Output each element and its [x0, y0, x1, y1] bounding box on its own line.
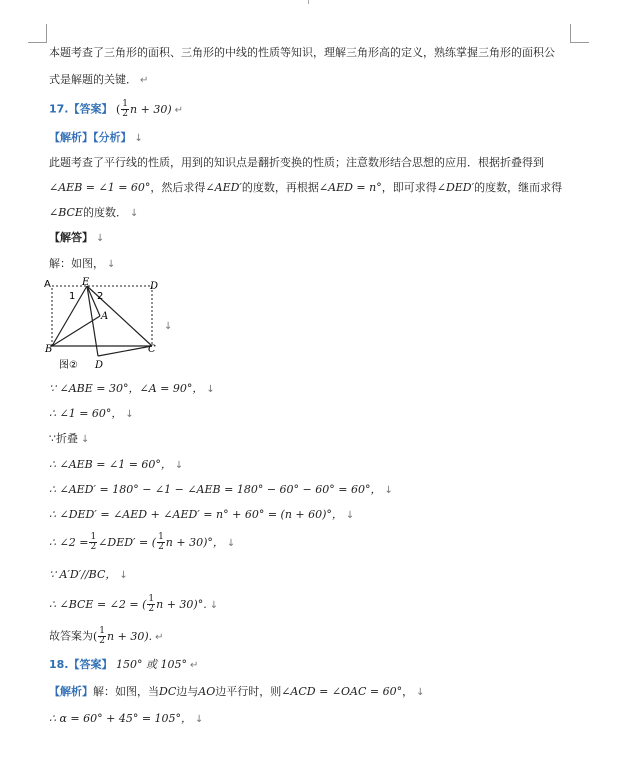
geometry-figure: [42, 276, 192, 374]
answer-tag: 【答案】: [68, 102, 113, 116]
fraction: $\frac{1}{2}$: [99, 626, 106, 646]
label-d: D: [150, 281, 159, 292]
label-e: E: [82, 277, 90, 288]
analysis-heading: 【解析】【分析】 ↓: [49, 131, 143, 144]
math-line: ∴ ∠BCE = ∠2 = ( $\frac{1}{2}$ n + 30)°. ↓: [49, 594, 219, 614]
label-a-prime: A: [101, 311, 109, 322]
label-b: B: [45, 344, 53, 355]
solution-heading: 【解答】 ↓: [49, 231, 105, 244]
segment-d-prime-c: [98, 346, 152, 356]
text-line: ∠BCE的度数． ↓: [49, 206, 139, 219]
math-line: ∴ α = 60° + 45° = 105°， ↓: [49, 712, 204, 725]
label-a: A: [44, 279, 51, 290]
q17-answer-line: 17.【答案】 ( $\frac{1}{2}$ n + 30) ↵: [49, 99, 184, 119]
fraction: $\frac{1}{2}$: [158, 532, 164, 552]
fraction: $\frac{1}{2}$: [90, 532, 97, 552]
math-line: ∴ ∠2 = $\frac{1}{2}$ ∠DED′ = ( $\frac{1}{2}$ n + 30)°， ↓: [49, 532, 236, 552]
question-number: 18.: [49, 658, 69, 671]
math-line: ∴ ∠DED′ = ∠AED + ∠AED′ = n° + 60° = (n + 60)°， ↓: [49, 508, 355, 521]
q18-analysis-line: 【解析】解：如图，当DC边与AO边平行时，则∠ACD = ∠OAC = 60°， ↓: [49, 685, 425, 698]
math-line: ∵ A′D′//BC， ↓: [49, 568, 128, 581]
paragraph-mark: ↓: [164, 321, 173, 332]
label-angle-2: 2: [97, 291, 104, 302]
page-top-marker: [308, 0, 309, 4]
text-line: 此题考查了平行线的性质，用到的知识点是翻折变换的性质；注意数形结合思想的应用．根据折叠得到: [49, 156, 544, 169]
label-c: C: [148, 344, 156, 355]
question-number: 17.: [49, 102, 69, 116]
label-angle-1: 1: [69, 291, 76, 302]
math-line: ∵ ∠ABE = 30°，∠A = 90°， ↓: [49, 382, 215, 395]
fraction: $\frac{1}{2}$: [122, 99, 129, 119]
math-line: ∴ ∠AEB = ∠1 = 60°， ↓: [49, 458, 184, 471]
text-line: ∠AEB = ∠1 = 60°，然后求得∠AED′的度数，再根据∠AED = n°，即可求得∠DED′的度数，继而求得: [49, 181, 563, 194]
math-line: ∴ ∠1 = 60°， ↓: [49, 407, 134, 420]
fraction: $\frac{1}{2}$: [148, 594, 155, 614]
text-line: 式是解题的关键． ↵: [49, 73, 149, 86]
margin-corner-top-right: [570, 24, 589, 43]
text-line: 解：如图， ↓: [49, 257, 116, 270]
label-d-prime: D: [95, 360, 104, 371]
q18-answer-line: 18.【答案】 150° 或 105° ↵: [49, 658, 199, 671]
math-line: ∵折叠 ↓: [49, 432, 90, 445]
answer-tag: 【答案】: [68, 658, 113, 671]
math-line: ∴ ∠AED′ = 180° − ∠1 − ∠AEB = 180° − 60° − 60° = 60°， ↓: [49, 483, 393, 496]
text-line: 本题考查了三角形的面积、三角形的中线的性质等知识，理解三角形高的定义，熟练掌握三角形的面积公: [49, 46, 555, 59]
final-answer-line: 故答案为( $\frac{1}{2}$ n + 30). ↵: [49, 626, 164, 646]
margin-corner-top-left: [28, 24, 47, 43]
figure-caption: 图②: [59, 360, 78, 371]
